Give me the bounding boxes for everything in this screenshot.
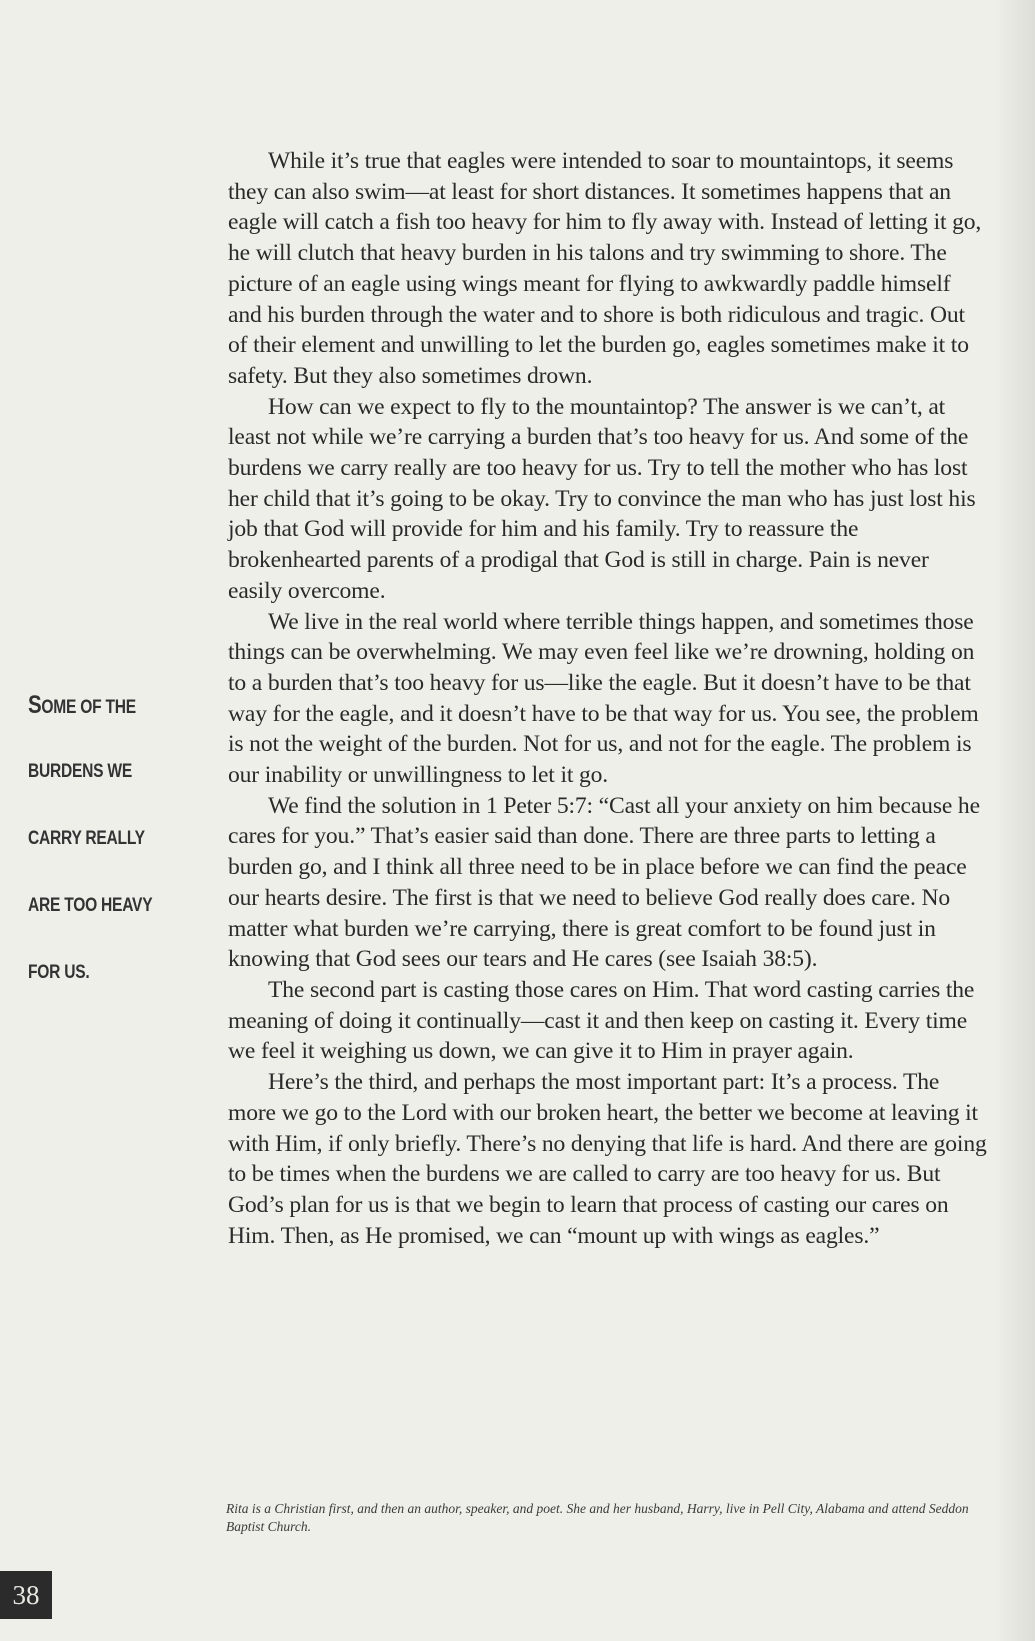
pull-quote-line: FOR US. [28, 962, 90, 983]
pull-quote-line: ARE TOO HEAVY [28, 895, 153, 916]
article-paragraph: How can we expect to fly to the mountaintop? The answer is we can’t, at least not while we’re carrying a burden that’s too heavy for us. And some of the burdens we carry really are too heavy for us. Try to tell the mother who has lost her child that it’s going to be okay. Try to convince the man who has just lost his job that God will provide for him and his family. Try to reassure the brokenhearted parents of a prodigal that God is still in charge. Pain is never easily overcome. [228, 393, 976, 604]
article-paragraph: While it’s true that eagles were intended to soar to mountaintops, it seems they can also swim—at least for short distances. It sometimes happens that an eagle will catch a fish too heavy for him to fly away with. Instead of letting it go, he will clutch that heavy burden in his talons and try swimming to shore. The picture of an eagle using wings meant for flying to awkwardly paddle himself and his burden through the water and to shore is both ridiculous and tragic. Out of their element and unwilling to let the burden go, eagles sometimes make it to safety. But they also sometimes drown. [228, 148, 982, 389]
article-paragraph: The second part is casting those cares on Him. That word casting carries the meaning of doing it continually—cast it and then keep on casting it. Every time we feel it weighing us down, we can give it to Him in prayer again. [228, 976, 975, 1065]
pull-quote-line: CARRY REALLY [28, 828, 145, 849]
page-edge-shadow [995, 0, 1035, 1641]
article-paragraph: Here’s the third, and perhaps the most important part: It’s a process. The more we go to the Lord with our broken heart, the better we become at leaving it with Him, if only briefly. There’s no denying that life is hard. And there are going to be times when the burdens we are called to carry are too heavy for us. But God’s plan for us is that we begin to learn that process of casting our cares on Him. Then, as He promised, we can “mount up with wings as eagles.” [228, 1069, 987, 1249]
article-paragraph: We find the solution in 1 Peter 5:7: “Cast all your anxiety on him because he cares for you.” That’s easier said than done. There are three parts to letting a burden go, and I think all three need to be in place before we can find the peace our hearts desire. The first is that we need to believe God really does care. No matter what burden we’re carrying, there is great comfort to be found just in knowing that God sees our tears and He cares (see Isaiah 38:5). [228, 792, 980, 973]
page-number: 38 [0, 1571, 52, 1619]
pull-quote-line: BURDENS WE [28, 761, 133, 782]
author-bio: Rita is a Christian first, and then an author, speaker, and poet. She and her husband, Harry, live in Pell City, Alabama and attend Seddon Baptist Church. [226, 1501, 969, 1534]
pull-quote [28, 690, 176, 1025]
pull-quote-line: SOME OF THE [28, 691, 136, 719]
article-body [228, 146, 988, 1251]
article-paragraph: We live in the real world where terrible things happen, and sometimes those things can be overwhelming. We may even feel like we’re drowning, holding on to a burden that’s too heavy for us—like the eagle. But it doesn’t have to be that way for the eagle, and it doesn’t have to be that way for us. You see, the problem is not the weight of the burden. Not for us, and not for the eagle. The problem is our inability or unwillingness to let it go. [228, 608, 979, 789]
